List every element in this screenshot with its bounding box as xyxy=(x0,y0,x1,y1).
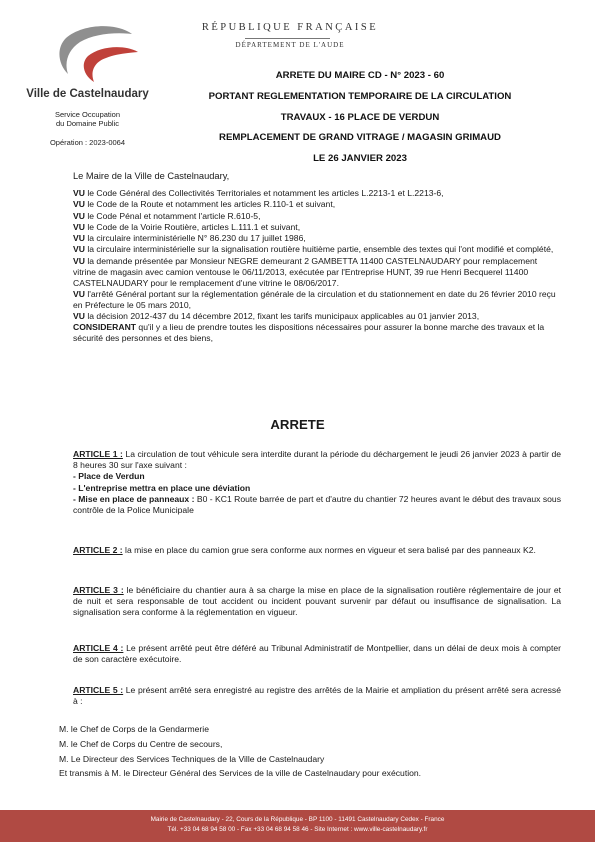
consideration-keyword: VU xyxy=(73,199,85,210)
decree-title xyxy=(165,66,555,170)
consideration-text: la demande présentée par Monsieur NEGRE demeurant 2 GAMBETTA 11400 CASTELNAUDARY pour remplacement vitrine de magasin avec camion ventouse le 06/11/2013, exécutée par l'Entreprise HUNT, 39 rue Henri Becquerel 11400 CASTELNAUDARY pour le remplacement d'une vitrine le 08/06/2017. xyxy=(73,255,538,288)
article-1-item: - Place de Verdun xyxy=(73,471,145,482)
article-2-text: la mise en place du camion grue sera conforme aux normes en vigueur et sera balisé par des panneaux K2. xyxy=(122,545,536,555)
service-line-2: du Domaine Public xyxy=(56,119,119,128)
title-line: ARRETE DU MAIRE CD - N° 2023 - 60 xyxy=(275,70,445,81)
footer xyxy=(0,810,595,842)
consideration-item xyxy=(73,322,561,344)
article-1-item-label: - Mise en place de panneaux : xyxy=(73,493,195,504)
divider xyxy=(245,38,330,39)
recipients-list xyxy=(59,722,559,781)
consideration-item xyxy=(73,256,561,289)
considerations xyxy=(73,188,561,345)
mayor-line: Le Maire de la Ville de Castelnaudary, xyxy=(73,171,230,181)
article-4-body xyxy=(73,643,561,665)
article-3-body xyxy=(73,585,561,619)
article-1 xyxy=(73,449,561,516)
consideration-item xyxy=(73,244,561,255)
department-heading: DÉPARTEMENT DE L'AUDE xyxy=(235,41,345,49)
consideration-keyword: VU xyxy=(73,288,85,299)
article-1-text: La circulation de tout véhicule sera interdite durant la période du déchargement le jeudi 26 janvier 2023 à partir de 8 heures 30 sur l'axe suivant : xyxy=(73,449,561,471)
footer-address: Mairie de Castelnaudary - 22, Cours de la République - BP 1100 - 11491 Castelnaudary Cedex - France xyxy=(150,816,445,823)
article-2 xyxy=(73,545,561,556)
title-line: LE 26 JANVIER 2023 xyxy=(313,153,407,165)
city-name: Ville de Castelnaudary xyxy=(26,88,149,100)
recipient: M. le Chef de Corps de la Gendarmerie xyxy=(59,724,209,734)
consideration-item xyxy=(73,211,561,222)
consideration-text: qu'il y a lieu de prendre toutes les dispositions nécessaires pour assurer la bonne marche des travaux et la sécurité des personnes et des biens, xyxy=(73,322,545,344)
consideration-text: l'arrêté Général portant sur la réglementation générale de la circulation et du stationnement en date du 26 février 2010 reçu en Préfecture le 05 mars 2010, xyxy=(73,288,556,310)
consideration-text: la décision 2012-437 du 14 décembre 2012, fixant les tarifs municipaux applicables au 01 janvier 2013, xyxy=(84,311,480,322)
article-3-label: ARTICLE 3 : xyxy=(73,585,124,595)
consideration-item xyxy=(73,199,561,210)
article-5-text: Le présent arrêté sera enregistré au registre des arrêtés de la Mairie et ampliation du présent arrêté sera acressé à : xyxy=(73,685,561,707)
article-5-label: ARTICLE 5 : xyxy=(73,685,124,695)
article-4 xyxy=(73,643,561,665)
consideration-text: la circulaire interministérielle sur la signalisation routière huitième partie, ensemble des textes qui l'ont modifié et complété, xyxy=(84,244,554,255)
article-5-body xyxy=(73,685,561,707)
article-3 xyxy=(73,585,561,619)
title-line: PORTANT REGLEMENTATION TEMPORAIRE DE LA CIRCULATION xyxy=(208,90,512,102)
title-line: TRAVAUX - 16 PLACE DE VERDUN xyxy=(280,111,440,123)
service-line-1: Service Occupation xyxy=(54,110,121,119)
title-line: REMPLACEMENT DE GRAND VITRAGE / MAGASIN GRIMAUD xyxy=(219,132,501,144)
consideration-item xyxy=(73,289,561,311)
republic-heading: RÉPUBLIQUE FRANÇAISE xyxy=(201,22,379,33)
arrete-heading: ARRETE xyxy=(270,417,325,432)
consideration-keyword: VU xyxy=(73,255,85,266)
recipient: M. le Chef de Corps du Centre de secours, xyxy=(59,738,223,749)
article-1-item-text: B0 - KC1 Route barrée de part et d'autre du chantier 72 heures avant le début des travaux sous contrôle de la Police Municipale xyxy=(73,493,561,516)
consideration-item xyxy=(73,188,561,199)
consideration-text: le Code Pénal et notamment l'article R.610-5, xyxy=(84,210,261,221)
consideration-keyword: VU xyxy=(73,221,85,232)
consideration-item xyxy=(73,311,561,322)
recipient: M. Le Directeur des Services Techniques de la Ville de Castelnaudary xyxy=(59,753,325,764)
consideration-keyword: VU xyxy=(73,311,85,322)
article-1-body xyxy=(73,449,561,471)
consideration-keyword: VU xyxy=(73,188,85,198)
article-1-item xyxy=(73,494,561,516)
article-3-text: le bénéficiaire du chantier aura à sa charge la mise en place de la signalisation routière réglementaire de jour et de nuit et sera responsable de tout accident ou incident pouvant survenir par défaut ou insuffisance de signalisation. La signalisation sera conforme à la réglementation en vigueur. xyxy=(73,585,562,618)
article-4-text: Le présent arrêté peut être déféré au Tribunal Administratif de Montpellier, dans un délai de deux mois à compter de son caractère exécutoire. xyxy=(73,643,561,665)
footer-contact: Tél. +33 04 68 94 58 00 - Fax +33 04 68 94 58 46 - Site Internet : www.ville-castelnaudary.fr xyxy=(167,825,428,833)
article-5 xyxy=(73,685,561,707)
consideration-text: la circulaire interministérielle N° 86.230 du 17 juillet 1986, xyxy=(84,233,306,244)
consideration-text: le Code de la Route et notamment les articles R.110-1 et suivant, xyxy=(84,199,336,210)
article-2-label: ARTICLE 2 : xyxy=(73,545,123,555)
article-1-label: ARTICLE 1 : xyxy=(73,449,123,459)
consideration-keyword: VU xyxy=(73,233,85,244)
recipient: Et transmis à M. le Directeur Général des Services de la ville de Castelnaudary pour exécution. xyxy=(59,768,422,779)
service-label xyxy=(20,110,155,128)
article-2-body xyxy=(73,545,561,556)
consideration-keyword: CONSIDERANT xyxy=(73,322,137,333)
consideration-keyword: VU xyxy=(73,244,85,255)
city-logo xyxy=(54,24,140,86)
consideration-item xyxy=(73,222,561,233)
consideration-text: le Code Général des Collectivités Territoriales et notamment les articles L.2213-1 et L.2213-6, xyxy=(84,188,444,198)
consideration-keyword: VU xyxy=(73,210,85,221)
article-4-label: ARTICLE 4 : xyxy=(73,643,124,653)
article-1-item: - L'entreprise mettra en place une déviation xyxy=(73,482,251,493)
consideration-text: le Code de la Voirie Routière, articles L.111.1 et suivant, xyxy=(84,221,301,232)
operation-number: Opération : 2023-0064 xyxy=(49,138,126,147)
consideration-item xyxy=(73,233,561,244)
